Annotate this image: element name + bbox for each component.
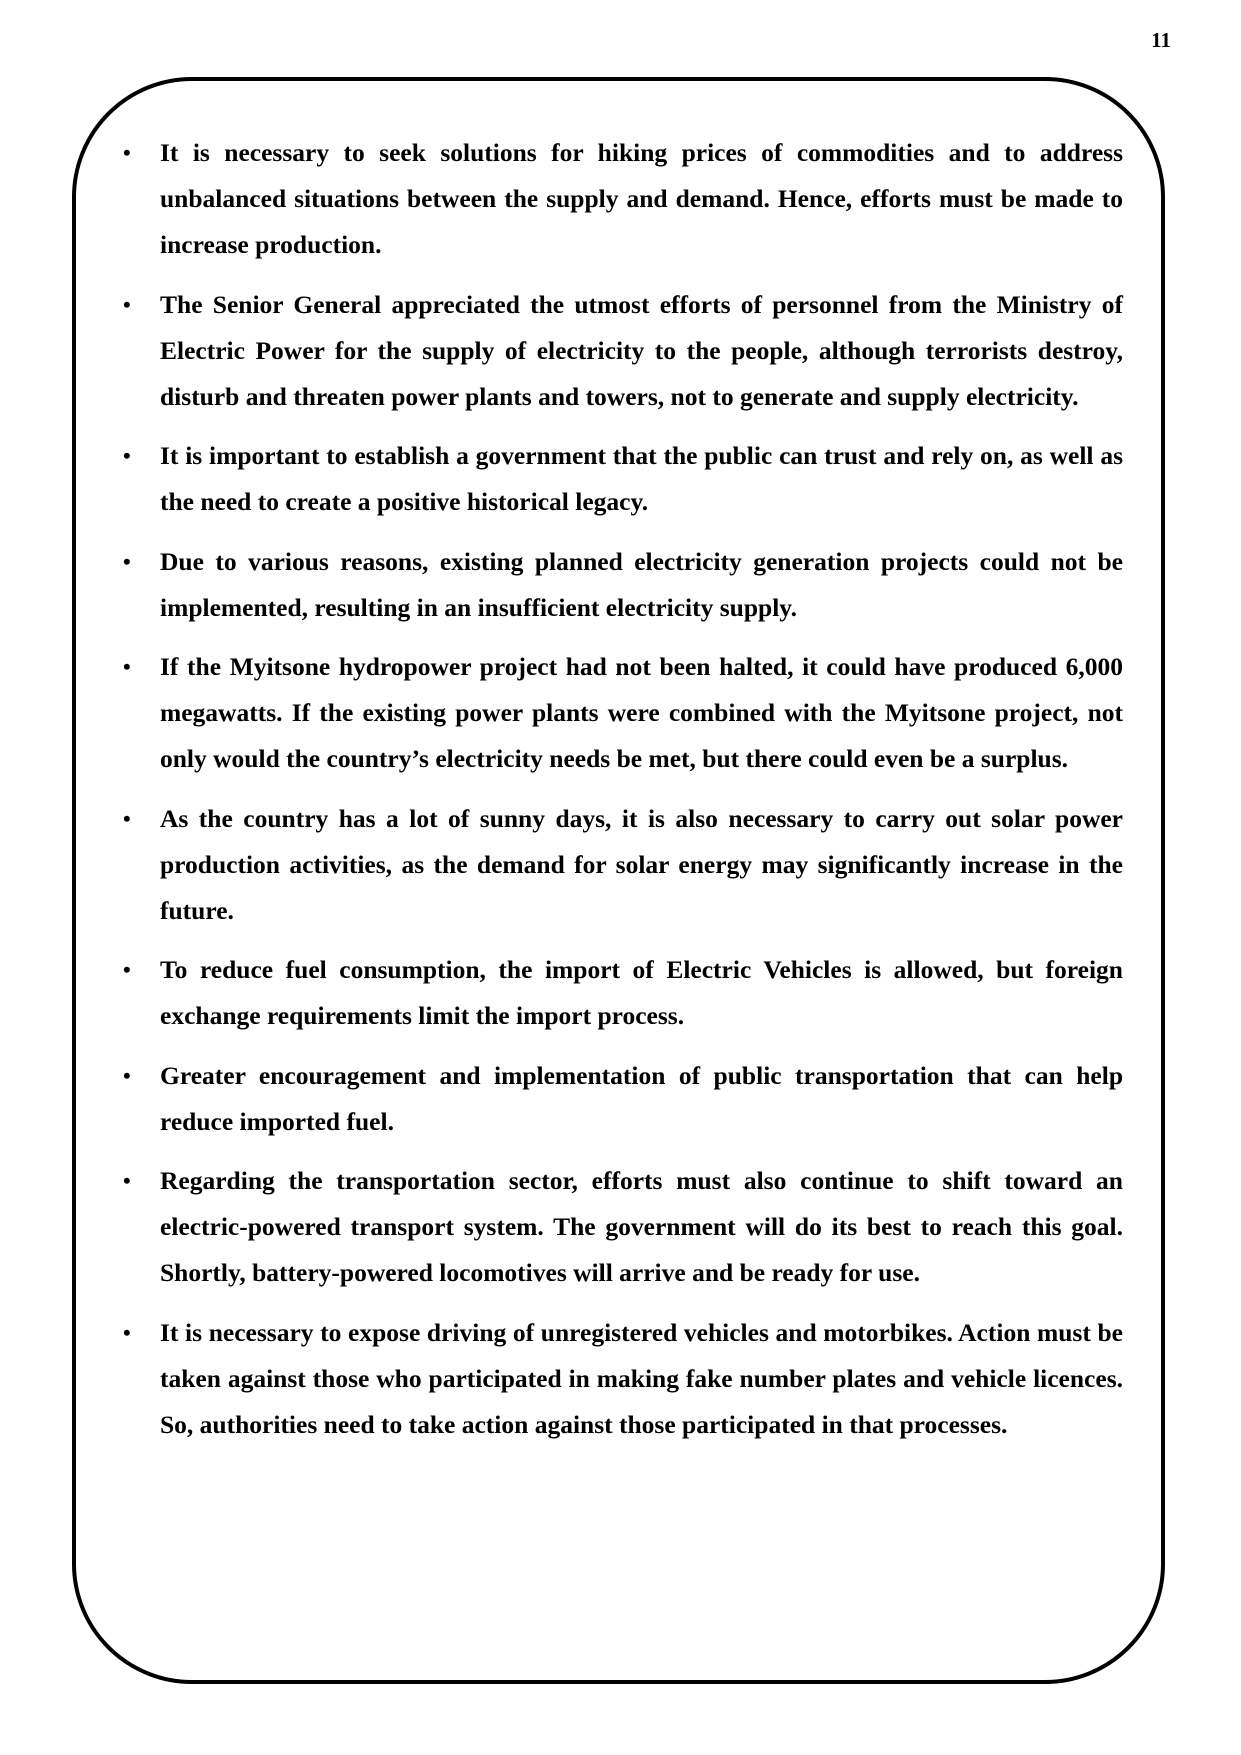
bullet-text: It is necessary to expose driving of unregistered vehicles and motorbikes. Action must be taken against those who participated in making fake number plates and vehicle licences. So, authorities need to take action against those participated in that processes. — [160, 1317, 1123, 1439]
bullet-text: It is important to establish a government that the public can trust and rely on, as well as the need to create a positive historical legacy. — [160, 441, 1123, 516]
bullet-dot-icon: • — [123, 1319, 131, 1345]
bullet-dot-icon: • — [123, 443, 131, 468]
bullet-dot-icon: • — [123, 654, 131, 679]
bullet-item — [118, 1158, 1123, 1296]
bullet-item — [118, 282, 1123, 420]
bullet-dot-icon: • — [123, 548, 131, 574]
bullet-list — [118, 130, 1123, 1461]
bullet-item — [118, 1310, 1123, 1448]
bullet-text: Due to various reasons, existing planned electricity generation projects could not be implemented, resulting in an insufficient electricity supply. — [160, 546, 1123, 622]
page-number: 11 — [1151, 28, 1171, 52]
bullet-item — [118, 433, 1123, 525]
bullet-item — [118, 539, 1123, 631]
bullet-text: The Senior General appreciated the utmost efforts of personnel from the Ministry of Electric Power for the supply of electricity to the people, although terrorists destroy, disturb and threaten power plants and towers, not to generate and supply electricity. — [160, 289, 1123, 411]
bullet-text: To reduce fuel consumption, the import of Electric Vehicles is allowed, but foreign exchange requirements limit the import process. — [160, 955, 1123, 1030]
bullet-dot-icon: • — [123, 805, 131, 831]
bullet-text: If the Myitsone hydropower project had not been halted, it could have produced 6,000 megawatts. If the existing power plants were combined with the Myitsone project, not only would the country’s electricity needs be met, but there could even be a surplus. — [160, 652, 1123, 773]
bullet-dot-icon: • — [123, 140, 131, 165]
bullet-text: As the country has a lot of sunny days, it is also necessary to carry out solar power production activities, as the demand for solar energy may significantly increase in the future. — [160, 803, 1123, 925]
bullet-item — [118, 947, 1123, 1039]
bullet-item — [118, 1053, 1123, 1145]
bullet-text: Greater encouragement and implementation of public transportation that can help reduce imported fuel. — [160, 1060, 1123, 1136]
bullet-item — [118, 644, 1123, 782]
bullet-text: It is necessary to seek solutions for hiking prices of commodities and to address unbalanced situations between the supply and demand. Hence, efforts must be made to increase production. — [160, 138, 1123, 259]
bullet-dot-icon: • — [123, 1168, 131, 1193]
bullet-dot-icon: • — [123, 291, 131, 317]
bullet-item — [118, 796, 1123, 934]
bullet-text: Regarding the transportation sector, efforts must also continue to shift toward an electric-powered transport system. The government will do its best to reach this goal. Shortly, battery-powered locomotives will arrive and be ready for use. — [160, 1166, 1123, 1287]
bullet-item — [118, 130, 1123, 268]
bullet-dot-icon: • — [123, 957, 131, 982]
bullet-dot-icon: • — [123, 1062, 131, 1088]
